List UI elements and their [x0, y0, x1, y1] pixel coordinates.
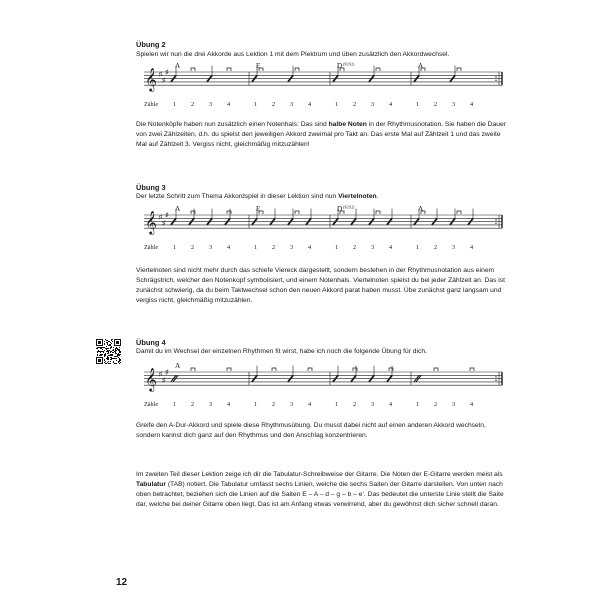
tab-intro-text — [136, 470, 506, 510]
sharp-sign-icon: ♯ — [162, 77, 166, 84]
count-number: 3 — [452, 401, 456, 408]
tab-intro-b: (TAB) notiert. Die Tabulatur umfasst sechs Linien, welche die sechs Saiten der Gitarre darstellen. Von unten nach oben betrachtet, beziehen sich die Linien auf die Saiten E – A – d – g – b – e’. Das bedeutet die unterste Linie stellt die Saite dar, welche bei deiner Gitarre oben liegt. Das ist am Anfang etwas verwirrend, aber du gewöhnst dich sicher schnell daran. — [136, 480, 504, 508]
exercise3-staff — [136, 205, 508, 257]
chord-symbol: A — [418, 62, 424, 70]
count-number: 1 — [416, 101, 420, 108]
chord-symbol: A — [418, 205, 424, 213]
exercise3-intro-b: . — [376, 193, 379, 200]
count-number: 4 — [227, 401, 231, 408]
chord-superscript: (SUS2) — [343, 205, 355, 210]
count-number: 1 — [335, 401, 339, 408]
count-number: 4 — [308, 401, 312, 408]
count-label: Zähle — [144, 401, 159, 408]
exercise2-intro: Spielen wir nun die drei Akkorde aus Lektion 1 mit dem Plektrum und üben zusätzlich den Akkordwechsel. — [136, 51, 450, 58]
rhythm-staff-mixed — [136, 362, 508, 414]
downstroke-mark — [191, 211, 195, 214]
count-number: 2 — [191, 101, 195, 108]
downstroke-mark — [191, 68, 195, 71]
downstroke-mark — [295, 68, 299, 71]
chord-symbol: E — [256, 205, 261, 213]
count-number: 3 — [371, 401, 375, 408]
count-number: 3 — [371, 101, 375, 108]
rhythm-staff-quarternotes — [136, 205, 508, 257]
exercise2-text-b: in der Rhythmusnotation. Sie haben die Dauer von zwei Zählzeiten, d.h. du spielst den jeweiligen Akkord zweimal pro Takt an. Das erste Mal auf Zählzeit 1 und das zweite Mal auf Zählzeit 3. Vergiss nicht, gleichmäßig mitzuzählen! — [136, 121, 506, 148]
count-number: 2 — [353, 401, 357, 408]
count-number: 3 — [209, 401, 213, 408]
count-number: 2 — [272, 401, 276, 408]
downstroke-mark — [457, 211, 461, 214]
count-number: 3 — [452, 101, 456, 108]
sharp-sign-icon: ♯ — [162, 220, 166, 227]
count-number: 2 — [353, 101, 357, 108]
sharp-sign-icon: ♯ — [159, 214, 163, 221]
sharp-sign-icon: ♯ — [165, 69, 169, 76]
downstroke-mark — [272, 368, 276, 371]
exercise2-text — [136, 120, 506, 150]
downstroke-mark — [376, 68, 380, 71]
downstroke-mark — [470, 368, 474, 371]
count-number: 1 — [335, 244, 339, 251]
exercise4-title: Übung 4 — [136, 338, 166, 347]
treble-clef-icon: 𝄞 — [145, 212, 157, 234]
count-number: 4 — [308, 101, 312, 108]
count-number: 4 — [389, 101, 393, 108]
sharp-sign-icon: ♯ — [162, 377, 166, 384]
count-number: 2 — [191, 244, 195, 251]
count-number: 2 — [353, 244, 357, 251]
exercise4-text: Greife den A-Dur-Akkord und spiele diese Rhythmusübung. Du musst dabei nicht auf einen anderen Akkord wechseln, sondern kannst dich ganz auf den Rhythmus und den Anschlag konzentrieren. — [136, 422, 486, 439]
count-number: 1 — [335, 101, 339, 108]
exercise3-intro-a: Der letzte Schritt zum Thema Akkordspiel in dieser Lektion sind nun — [136, 193, 339, 200]
count-number: 3 — [209, 101, 213, 108]
repeat-dot — [495, 376, 496, 377]
repeat-dot — [495, 380, 496, 381]
downstroke-mark — [295, 211, 299, 214]
downstroke-mark — [434, 368, 438, 371]
count-number: 3 — [452, 244, 456, 251]
treble-clef-icon: 𝄞 — [145, 69, 157, 91]
count-number: 3 — [290, 101, 294, 108]
count-number: 2 — [272, 244, 276, 251]
count-number: 3 — [290, 401, 294, 408]
count-number: 1 — [416, 244, 420, 251]
downstroke-mark — [227, 68, 231, 71]
count-number: 2 — [434, 401, 438, 408]
downstroke-mark — [389, 368, 393, 371]
tab-intro-bold: Tabulatur — [136, 480, 166, 488]
downstroke-mark — [227, 211, 231, 214]
downstroke-mark — [457, 68, 461, 71]
count-number: 1 — [254, 101, 258, 108]
count-number: 1 — [173, 244, 177, 251]
count-number: 1 — [254, 401, 258, 408]
chord-symbol: E — [256, 62, 261, 70]
tab-intro-a: Im zweiten Teil dieser Lektion zeige ich dir die Tabulatur-Schreibweise der Gitarre. Die Noten der E-Gitarre werden meist als — [136, 471, 503, 478]
downstroke-mark — [191, 368, 195, 371]
chord-symbol: D — [337, 205, 343, 213]
count-number: 2 — [272, 101, 276, 108]
qr-code-icon[interactable] — [96, 339, 121, 364]
count-number: 4 — [308, 244, 312, 251]
count-number: 3 — [371, 244, 375, 251]
exercise4-intro: Damit du im Wechsel der einzelnen Rhythmen fit wirst, habe ich noch die folgende Übung für dich. — [136, 348, 427, 355]
count-number: 2 — [191, 401, 195, 408]
chord-symbol: A — [175, 205, 181, 213]
count-label: Zähle — [144, 101, 159, 108]
exercise3-intro-bold: Viertelnoten — [338, 193, 377, 200]
count-number: 1 — [416, 401, 420, 408]
count-number: 4 — [227, 244, 231, 251]
count-label: Zähle — [144, 244, 159, 251]
repeat-dot — [495, 223, 496, 224]
repeat-dot — [495, 219, 496, 220]
exercise2-title: Übung 2 — [136, 40, 166, 49]
count-number: 3 — [209, 244, 213, 251]
count-number: 4 — [389, 244, 393, 251]
downstroke-mark — [227, 368, 231, 371]
exercise2-staff — [136, 62, 508, 114]
count-number: 4 — [470, 101, 474, 108]
repeat-dot — [495, 80, 496, 81]
count-number: 1 — [254, 244, 258, 251]
count-number: 2 — [434, 101, 438, 108]
count-number: 4 — [470, 244, 474, 251]
exercise4-staff — [136, 362, 508, 414]
chord-symbol: A — [175, 62, 181, 70]
count-number: 4 — [389, 401, 393, 408]
exercise3-text: Viertelnoten sind nicht mehr durch das schiefe Viereck dargestellt, sondern bestehen in der Rhythmusnotation aus einem Schrägstrich, welcher den Notenkopf symbolisiert, und einem Notenhals. Viertelnoten spielst du bei jeder Zählzeit an. Das ist zunächst schwierig, da du beim Taktwechsel schon den neuen Akkord parat haben musst. Übe zunächst ganz langsam und vergiss nicht, gleichmäßig mitzuzählen. — [136, 267, 505, 304]
downstroke-mark — [376, 211, 380, 214]
count-number: 4 — [470, 401, 474, 408]
downstroke-mark — [308, 368, 312, 371]
repeat-dot — [495, 76, 496, 77]
count-number: 1 — [173, 401, 177, 408]
chord-symbol: A — [175, 362, 181, 370]
count-number: 1 — [173, 101, 177, 108]
chord-superscript: (SUS2) — [343, 62, 355, 67]
exercise2-text-a: Die Notenköpfe haben nun zusätzlich einen Notenhals: Das sind — [136, 121, 329, 128]
rhythm-staff-halfnotes — [136, 62, 508, 114]
count-number: 2 — [434, 244, 438, 251]
count-number: 4 — [227, 101, 231, 108]
chord-symbol: D — [337, 62, 343, 70]
exercise2-text-bold: halbe Noten — [328, 121, 367, 128]
exercise3-intro — [136, 192, 506, 202]
page-number: 12 — [116, 577, 128, 588]
sharp-sign-icon: ♯ — [159, 371, 163, 378]
downstroke-mark — [353, 368, 357, 371]
sharp-sign-icon: ♯ — [159, 71, 163, 78]
treble-clef-icon: 𝄞 — [145, 369, 157, 391]
count-number: 3 — [290, 244, 294, 251]
sharp-sign-icon: ♯ — [165, 369, 169, 376]
sharp-sign-icon: ♯ — [165, 212, 169, 219]
exercise3-title: Übung 3 — [136, 183, 166, 192]
